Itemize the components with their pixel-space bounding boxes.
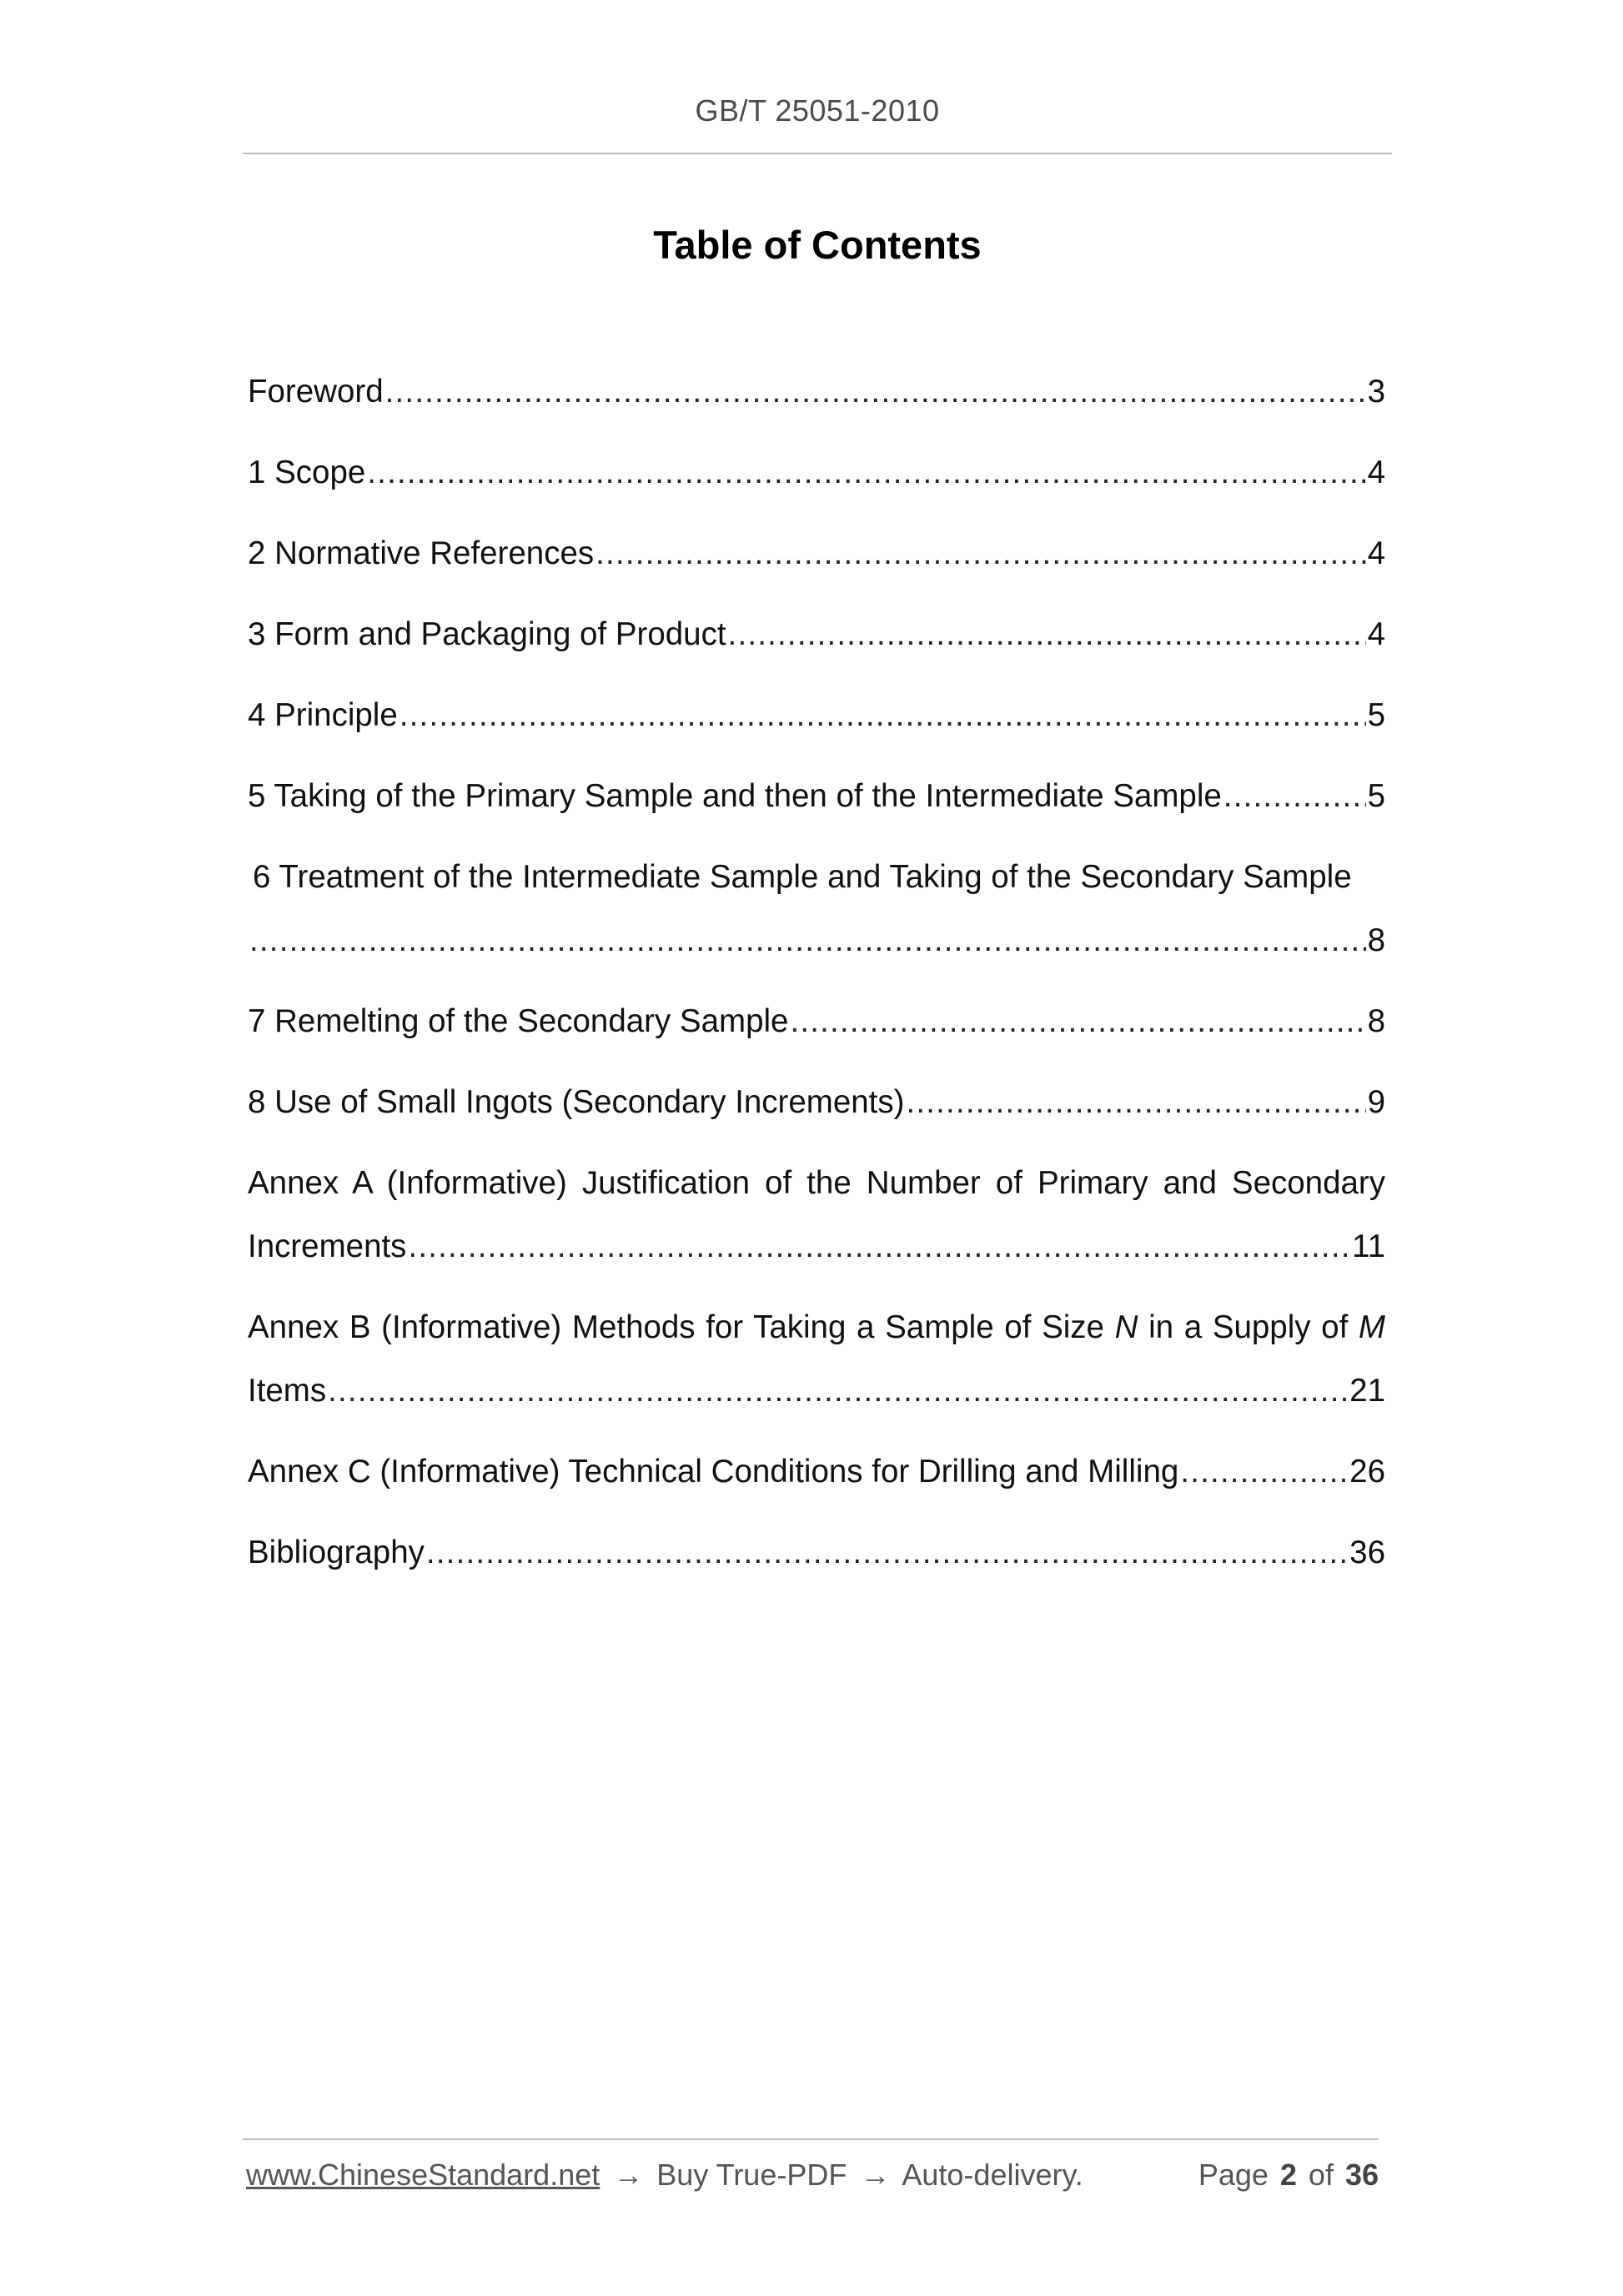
dot-leader — [728, 603, 1366, 666]
toc-entry-label-text: in a Supply of — [1138, 1309, 1359, 1345]
toc-entry-page: 3 — [1367, 374, 1385, 409]
toc-entry-label: Annex C (Informative) Technical Conditions for Drilling and Milling — [248, 1454, 1179, 1490]
toc-entry-label: 8 Use of Small Ingots (Secondary Increments) — [248, 1084, 905, 1120]
header-divider — [243, 153, 1392, 154]
footer-promo — [246, 2158, 1083, 2193]
toc-entry-label — [248, 1296, 1385, 1359]
dot-leader — [906, 1071, 1365, 1134]
toc-entry-label: 4 Principle — [248, 697, 398, 733]
dot-leader — [1180, 1440, 1348, 1504]
toc-entry-label: Bibliography — [248, 1535, 425, 1570]
toc-title: Table of Contents — [653, 223, 982, 267]
toc-entry-scope[interactable] — [248, 441, 1385, 505]
dot-leader — [426, 1521, 1348, 1585]
toc-entry-page: 5 — [1367, 697, 1385, 733]
toc-entry-label: 5 Taking of the Primary Sample and then of the Intermediate Sample — [248, 778, 1222, 814]
dot-leader — [249, 909, 1366, 972]
toc-entry-label-continued: Items — [248, 1373, 327, 1409]
toc-entry-taking-primary-sample[interactable] — [248, 765, 1385, 828]
dot-leader — [1224, 765, 1366, 828]
table-of-contents — [248, 360, 1385, 1602]
toc-entry-bibliography[interactable] — [248, 1521, 1385, 1585]
toc-entry-principle[interactable] — [248, 684, 1385, 747]
variable-n: N — [1114, 1309, 1138, 1345]
toc-entry-page: 4 — [1367, 455, 1385, 490]
toc-entry-label-text: Annex B (Informative) Methods for Taking a Sample of Size — [248, 1309, 1115, 1345]
buy-true-pdf-text: Buy True-PDF — [656, 2158, 847, 2192]
toc-entry-label: Foreword — [248, 374, 384, 409]
toc-entry-small-ingots[interactable] — [248, 1071, 1385, 1134]
website-link[interactable]: www.ChineseStandard.net — [246, 2158, 600, 2192]
toc-entry-page: 8 — [1367, 1003, 1385, 1039]
toc-entry-label: 1 Scope — [248, 455, 366, 490]
page-header-doc-id: GB/T 25051-2010 — [695, 93, 940, 128]
toc-entry-treatment-intermediate-sample[interactable] — [248, 846, 1385, 972]
toc-entry-page: 5 — [1367, 778, 1385, 814]
dot-leader — [595, 522, 1365, 585]
toc-entry-page: 4 — [1367, 616, 1385, 652]
toc-entry-label: 6 Treatment of the Intermediate Sample and Taking of the Secondary Sample — [253, 859, 1352, 895]
current-page-number: 2 — [1279, 2158, 1297, 2192]
toc-entry-page: 8 — [1367, 922, 1385, 958]
toc-entry-label: 2 Normative References — [248, 535, 595, 571]
toc-entry-remelting[interactable] — [248, 990, 1385, 1053]
toc-entry-label: 3 Form and Packaging of Product — [248, 616, 726, 652]
arrow-right-icon: → — [860, 2158, 891, 2192]
toc-entry-page: 36 — [1349, 1535, 1385, 1570]
dot-leader — [367, 441, 1365, 505]
toc-entry-annex-c[interactable] — [248, 1440, 1385, 1504]
dot-leader — [328, 1359, 1348, 1423]
variable-m: M — [1358, 1309, 1385, 1345]
auto-delivery-text: Auto-delivery. — [902, 2158, 1083, 2192]
arrow-right-icon: → — [613, 2158, 644, 2192]
toc-entry-foreword[interactable] — [248, 360, 1385, 424]
dot-leader — [408, 1215, 1350, 1279]
toc-entry-annex-a[interactable] — [248, 1152, 1385, 1279]
toc-entry-page: 11 — [1352, 1228, 1385, 1264]
toc-entry-page: 4 — [1367, 535, 1385, 571]
toc-entry-page: 26 — [1349, 1454, 1385, 1490]
dot-leader — [399, 684, 1366, 747]
dot-leader — [790, 990, 1365, 1053]
toc-entry-label: 7 Remelting of the Secondary Sample — [248, 1003, 789, 1039]
page-of-word: of — [1308, 2158, 1334, 2192]
total-pages-number: 36 — [1344, 2158, 1379, 2192]
toc-entry-annex-b[interactable] — [248, 1296, 1385, 1423]
toc-entry-normative-references[interactable] — [248, 522, 1385, 585]
page-word: Page — [1198, 2158, 1269, 2192]
toc-entry-label-continued: Increments — [248, 1228, 407, 1264]
toc-entry-page: 21 — [1349, 1373, 1385, 1409]
dot-leader — [385, 360, 1366, 424]
toc-entry-page: 9 — [1367, 1084, 1385, 1120]
toc-entry-label: Annex A (Informative) Justification of the Number of Primary and Secondary — [248, 1165, 1385, 1201]
footer-divider — [243, 2138, 1379, 2140]
page-footer — [246, 2158, 1379, 2199]
toc-entry-form-and-packaging[interactable] — [248, 603, 1385, 666]
page-indicator — [1198, 2158, 1379, 2193]
